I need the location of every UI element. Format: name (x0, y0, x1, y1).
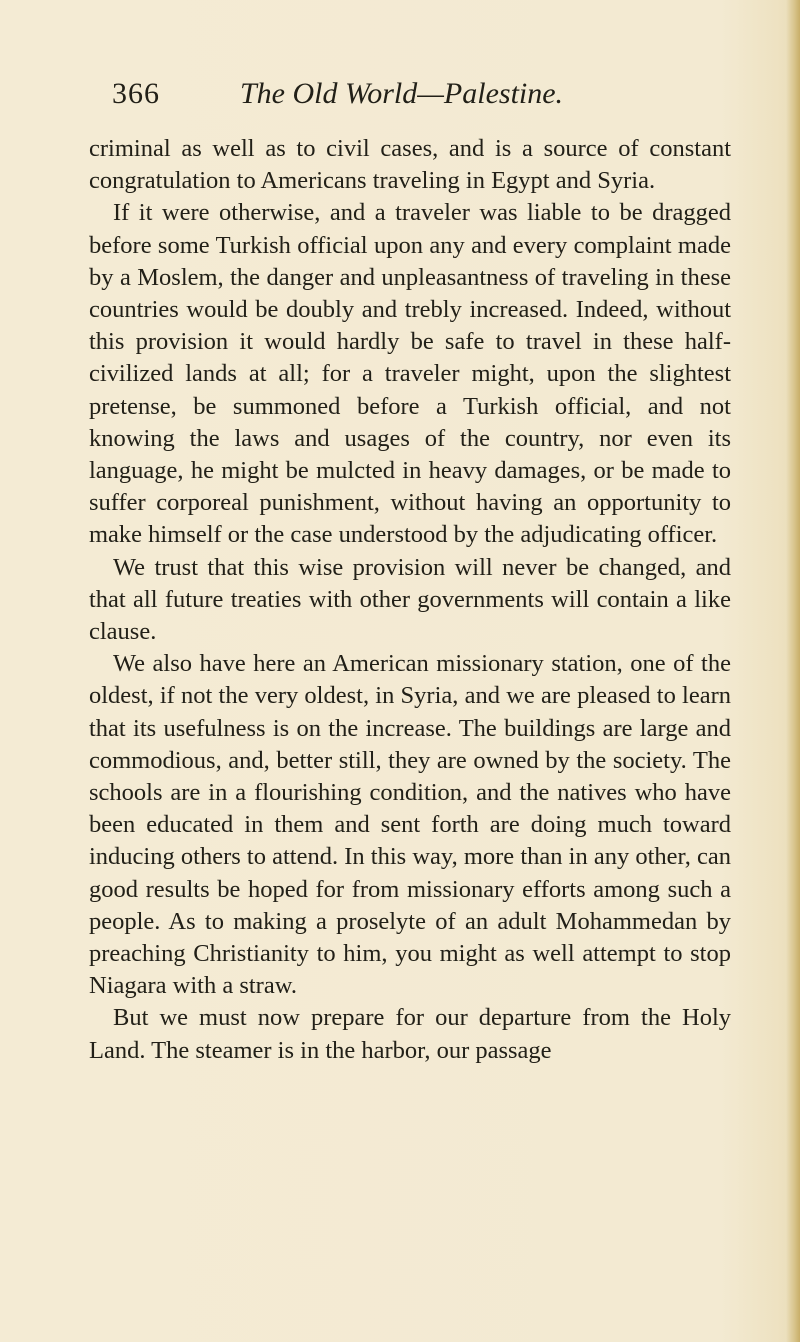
paragraph: If it were otherwise, and a traveler was liable to be dragged before some Turkish official upon any and every complaint made by a Moslem, the danger and unpleasantness of traveling in these countries would be doubly and trebly increased. Indeed, without this provision it would hardly be safe to travel in these half-civilized lands at all; for a traveler might, upon the slightest pretense, be summoned before a Turkish official, and not knowing the laws and usages of the country, nor even its language, he might be mulcted in heavy damages, or be made to suffer corporeal punishment, without having an opportunity to make himself or the case understood by the adjudicating officer. (89, 199, 731, 549)
paragraph-continued: criminal as well as to civil cases, and is a source of constant congratulation to Americans traveling in Egypt and Syria. (89, 135, 731, 195)
page-header (112, 72, 732, 116)
page-number: 366 (112, 77, 160, 110)
page-edge-shading (786, 0, 800, 1342)
paragraph: But we must now prepare for our departure from the Holy Land. The steamer is in the harbor, our passage (89, 1004, 731, 1064)
paragraph: We also have here an American missionary station, one of the oldest, if not the very oldest, in Syria, and we are pleased to learn that its usefulness is on the increase. The buildings are large and commodious, and, better still, they are owned by the society. The schools are in a flourishing condition, and the natives who have been educated in them and sent forth are doing much toward inducing others to attend. In this way, more than in any other, can good results be hoped for from missionary efforts among such a people. As to making a proselyte of an adult Mohammedan by preaching Christianity to him, you might as well attempt to stop Niagara with a straw. (89, 650, 731, 1000)
running-title: The Old World—Palestine. (240, 77, 564, 110)
paragraph: We trust that this wise provision will never be changed, and that all future treaties with other governments will contain a like clause. (89, 553, 731, 646)
body-text (89, 133, 731, 1067)
